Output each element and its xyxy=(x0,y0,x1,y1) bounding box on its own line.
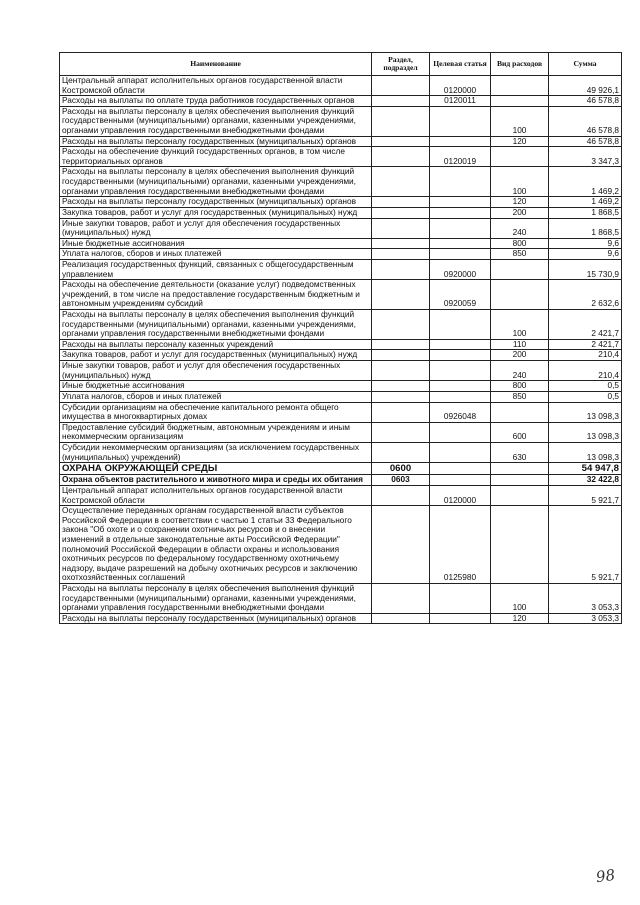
table-row xyxy=(60,310,622,340)
cell-sum: 46 578,8 xyxy=(549,96,622,107)
cell-expense-type: 240 xyxy=(491,361,549,381)
header-sum: Сумма xyxy=(549,53,622,76)
cell-expense-type: 120 xyxy=(491,136,549,147)
cell-name: Уплата налогов, сборов и иных платежей xyxy=(60,249,372,260)
cell-article: 0125980 xyxy=(430,506,491,584)
cell-sum: 13 098,3 xyxy=(549,442,622,462)
cell-sum: 3 053,3 xyxy=(549,583,622,613)
table-row xyxy=(60,485,622,505)
table-row xyxy=(60,76,622,96)
cell-article xyxy=(430,339,491,350)
cell-name: Расходы на выплаты персоналу государственных (муниципальных) органов xyxy=(60,197,372,208)
cell-sum: 3 347,3 xyxy=(549,147,622,167)
cell-name: ОХРАНА ОКРУЖАЮЩЕЙ СРЕДЫ xyxy=(60,463,372,475)
table-row xyxy=(60,259,622,279)
header-name: Наименование xyxy=(60,53,372,76)
cell-article xyxy=(430,249,491,260)
cell-section: 0600 xyxy=(372,463,430,475)
cell-section xyxy=(372,238,430,249)
table-row xyxy=(60,475,622,486)
cell-sum: 13 098,3 xyxy=(549,402,622,422)
cell-name: Иные бюджетные ассигнования xyxy=(60,238,372,249)
cell-name: Центральный аппарат исполнительных органов государственной власти Костромской области xyxy=(60,485,372,505)
cell-sum: 210,4 xyxy=(549,361,622,381)
cell-name: Субсидии организациям на обеспечение капитального ремонта общего имущества в многоквартирных домах xyxy=(60,402,372,422)
cell-name: Расходы на обеспечение деятельности (оказание услуг) подведомственных учреждений, в том числе на предоставление государственным бюджетным и автономным учреждениям субсидий xyxy=(60,280,372,310)
cell-name: Иные бюджетные ассигнования xyxy=(60,381,372,392)
cell-expense-type: 850 xyxy=(491,249,549,260)
cell-name: Иные закупки товаров, работ и услуг для обеспечения государственных (муниципальных) нужд xyxy=(60,218,372,238)
cell-article xyxy=(430,442,491,462)
cell-expense-type: 600 xyxy=(491,422,549,442)
cell-name: Иные закупки товаров, работ и услуг для обеспечения государственных (муниципальных) нужд xyxy=(60,361,372,381)
cell-expense-type xyxy=(491,147,549,167)
cell-expense-type: 200 xyxy=(491,207,549,218)
cell-article: 0120000 xyxy=(430,76,491,96)
cell-section xyxy=(372,280,430,310)
table-header-row xyxy=(60,53,622,76)
cell-sum: 49 926,1 xyxy=(549,76,622,96)
cell-sum: 46 578,8 xyxy=(549,106,622,136)
cell-name: Предоставление субсидий бюджетным, автономным учреждениям и иным некоммерческим организациям xyxy=(60,422,372,442)
cell-article xyxy=(430,218,491,238)
table-row xyxy=(60,249,622,260)
cell-section xyxy=(372,391,430,402)
cell-article xyxy=(430,422,491,442)
cell-name: Расходы на выплаты персоналу государственных (муниципальных) органов xyxy=(60,136,372,147)
cell-article xyxy=(430,463,491,475)
cell-name: Расходы на выплаты персоналу в целях обеспечения выполнения функций государственными (муниципальными) органами, казенными учреждениями, органами управления государственными внебюджетными фондами xyxy=(60,583,372,613)
cell-expense-type xyxy=(491,76,549,96)
cell-section: 0603 xyxy=(372,475,430,486)
cell-sum: 2 421,7 xyxy=(549,310,622,340)
table-row xyxy=(60,391,622,402)
header-article: Целевая статья xyxy=(430,53,491,76)
cell-sum: 1 868,5 xyxy=(549,218,622,238)
cell-expense-type: 120 xyxy=(491,613,549,624)
cell-section xyxy=(372,76,430,96)
cell-article xyxy=(430,381,491,392)
cell-name: Охрана объектов растительного и животного мира и среды их обитания xyxy=(60,475,372,486)
cell-section xyxy=(372,147,430,167)
cell-name: Субсидии некоммерческим организациям (за исключением государственных (муниципальных) учреждений) xyxy=(60,442,372,462)
cell-section xyxy=(372,583,430,613)
table-row xyxy=(60,136,622,147)
table-row xyxy=(60,463,622,475)
cell-sum: 0,5 xyxy=(549,381,622,392)
cell-expense-type: 120 xyxy=(491,197,549,208)
cell-expense-type xyxy=(491,280,549,310)
table-row xyxy=(60,350,622,361)
cell-section xyxy=(372,259,430,279)
cell-article xyxy=(430,310,491,340)
cell-article xyxy=(430,136,491,147)
cell-expense-type xyxy=(491,475,549,486)
cell-article: 0920059 xyxy=(430,280,491,310)
cell-article: 0120000 xyxy=(430,485,491,505)
cell-section xyxy=(372,506,430,584)
cell-sum: 32 422,8 xyxy=(549,475,622,486)
table-row xyxy=(60,197,622,208)
cell-article xyxy=(430,391,491,402)
cell-section xyxy=(372,442,430,462)
cell-sum: 1 469,2 xyxy=(549,197,622,208)
cell-name: Расходы на выплаты персоналу казенных учреждений xyxy=(60,339,372,350)
cell-section xyxy=(372,361,430,381)
cell-expense-type xyxy=(491,485,549,505)
cell-article: 0120019 xyxy=(430,147,491,167)
cell-name: Реализация государственных функций, связанных с общегосударственным управлением xyxy=(60,259,372,279)
cell-article xyxy=(430,350,491,361)
cell-article xyxy=(430,361,491,381)
cell-name: Расходы на выплаты по оплате труда работников государственных органов xyxy=(60,96,372,107)
cell-name: Расходы на выплаты персоналу государственных (муниципальных) органов xyxy=(60,613,372,624)
cell-expense-type xyxy=(491,259,549,279)
cell-name: Расходы на выплаты персоналу в целях обеспечения выполнения функций государственными (муниципальными) органами, казенными учреждениями, органами управления государственными внебюджетными фондами xyxy=(60,310,372,340)
table-row xyxy=(60,106,622,136)
cell-sum: 5 921,7 xyxy=(549,485,622,505)
table-row xyxy=(60,147,622,167)
cell-expense-type: 100 xyxy=(491,583,549,613)
cell-article xyxy=(430,207,491,218)
cell-sum: 1 868,5 xyxy=(549,207,622,218)
cell-section xyxy=(372,310,430,340)
cell-expense-type xyxy=(491,463,549,475)
cell-sum: 210,4 xyxy=(549,350,622,361)
table-body xyxy=(60,76,622,624)
cell-article: 0926048 xyxy=(430,402,491,422)
table-row xyxy=(60,167,622,197)
cell-section xyxy=(372,106,430,136)
table-row xyxy=(60,238,622,249)
cell-article xyxy=(430,613,491,624)
table-row xyxy=(60,442,622,462)
cell-expense-type: 110 xyxy=(491,339,549,350)
cell-section xyxy=(372,402,430,422)
cell-expense-type: 800 xyxy=(491,381,549,392)
cell-name: Центральный аппарат исполнительных органов государственной власти Костромской области xyxy=(60,76,372,96)
cell-section xyxy=(372,485,430,505)
cell-section xyxy=(372,249,430,260)
cell-article xyxy=(430,106,491,136)
header-expense-type: Вид расходов xyxy=(491,53,549,76)
cell-expense-type: 100 xyxy=(491,167,549,197)
table-row xyxy=(60,583,622,613)
cell-section xyxy=(372,136,430,147)
cell-name: Расходы на выплаты персоналу в целях обеспечения выполнения функций государственными (муниципальными) органами, казенными учреждениями, органами управления государственными внебюджетными фондами xyxy=(60,167,372,197)
cell-sum: 2 421,7 xyxy=(549,339,622,350)
cell-section xyxy=(372,613,430,624)
table-row xyxy=(60,613,622,624)
cell-section xyxy=(372,350,430,361)
cell-sum: 2 632,6 xyxy=(549,280,622,310)
cell-expense-type: 100 xyxy=(491,106,549,136)
cell-name: Уплата налогов, сборов и иных платежей xyxy=(60,391,372,402)
table-row xyxy=(60,218,622,238)
table-row xyxy=(60,96,622,107)
cell-expense-type: 200 xyxy=(491,350,549,361)
table-row xyxy=(60,402,622,422)
table-row xyxy=(60,280,622,310)
cell-article xyxy=(430,238,491,249)
cell-article xyxy=(430,167,491,197)
cell-sum: 9,6 xyxy=(549,249,622,260)
cell-sum: 5 921,7 xyxy=(549,506,622,584)
cell-name: Расходы на обеспечение функций государственных органов, в том числе территориальных органов xyxy=(60,147,372,167)
table-row xyxy=(60,422,622,442)
cell-section xyxy=(372,339,430,350)
table-row xyxy=(60,361,622,381)
cell-name: Осуществление переданных органам государственной власти субъектов Российской Федерации в соответствии с частью 1 статьи 33 Федерального закона "Об охоте и о сохранении охотничьих ресурсов и о внесении изменений в отдельные законодательные акты Российской Федерации" полномочий Российской Федерации в области охраны и использования охотничьих ресурсов по федеральному государственному охотничьему надзору, выдаче разрешений на добычу охотничьих ресурсов и заключению охотхозяйственных соглашений xyxy=(60,506,372,584)
cell-expense-type xyxy=(491,96,549,107)
table-row xyxy=(60,339,622,350)
cell-sum: 46 578,8 xyxy=(549,136,622,147)
cell-expense-type xyxy=(491,402,549,422)
cell-name: Закупка товаров, работ и услуг для государственных (муниципальных) нужд xyxy=(60,207,372,218)
page-number: 98 xyxy=(594,865,617,887)
cell-section xyxy=(372,96,430,107)
cell-sum: 0,5 xyxy=(549,391,622,402)
cell-sum: 1 469,2 xyxy=(549,167,622,197)
cell-section xyxy=(372,207,430,218)
cell-section xyxy=(372,381,430,392)
cell-sum: 54 947,8 xyxy=(549,463,622,475)
cell-sum: 3 053,3 xyxy=(549,613,622,624)
cell-expense-type: 100 xyxy=(491,310,549,340)
cell-sum: 15 730,9 xyxy=(549,259,622,279)
cell-section xyxy=(372,197,430,208)
cell-section xyxy=(372,422,430,442)
budget-table xyxy=(59,52,622,624)
cell-expense-type: 240 xyxy=(491,218,549,238)
cell-expense-type: 800 xyxy=(491,238,549,249)
cell-article xyxy=(430,583,491,613)
table-row xyxy=(60,506,622,584)
table-row xyxy=(60,381,622,392)
cell-name: Закупка товаров, работ и услуг для государственных (муниципальных) нужд xyxy=(60,350,372,361)
cell-section xyxy=(372,167,430,197)
cell-name: Расходы на выплаты персоналу в целях обеспечения выполнения функций государственными (муниципальными) органами, казенными учреждениями, органами управления государственными внебюджетными фондами xyxy=(60,106,372,136)
cell-article: 0920000 xyxy=(430,259,491,279)
cell-section xyxy=(372,218,430,238)
cell-sum: 13 098,3 xyxy=(549,422,622,442)
cell-article xyxy=(430,197,491,208)
cell-sum: 9,6 xyxy=(549,238,622,249)
cell-article: 0120011 xyxy=(430,96,491,107)
header-section: Раздел, подраздел xyxy=(372,53,430,76)
cell-expense-type: 850 xyxy=(491,391,549,402)
table-row xyxy=(60,207,622,218)
cell-expense-type xyxy=(491,506,549,584)
cell-expense-type: 630 xyxy=(491,442,549,462)
cell-article xyxy=(430,475,491,486)
